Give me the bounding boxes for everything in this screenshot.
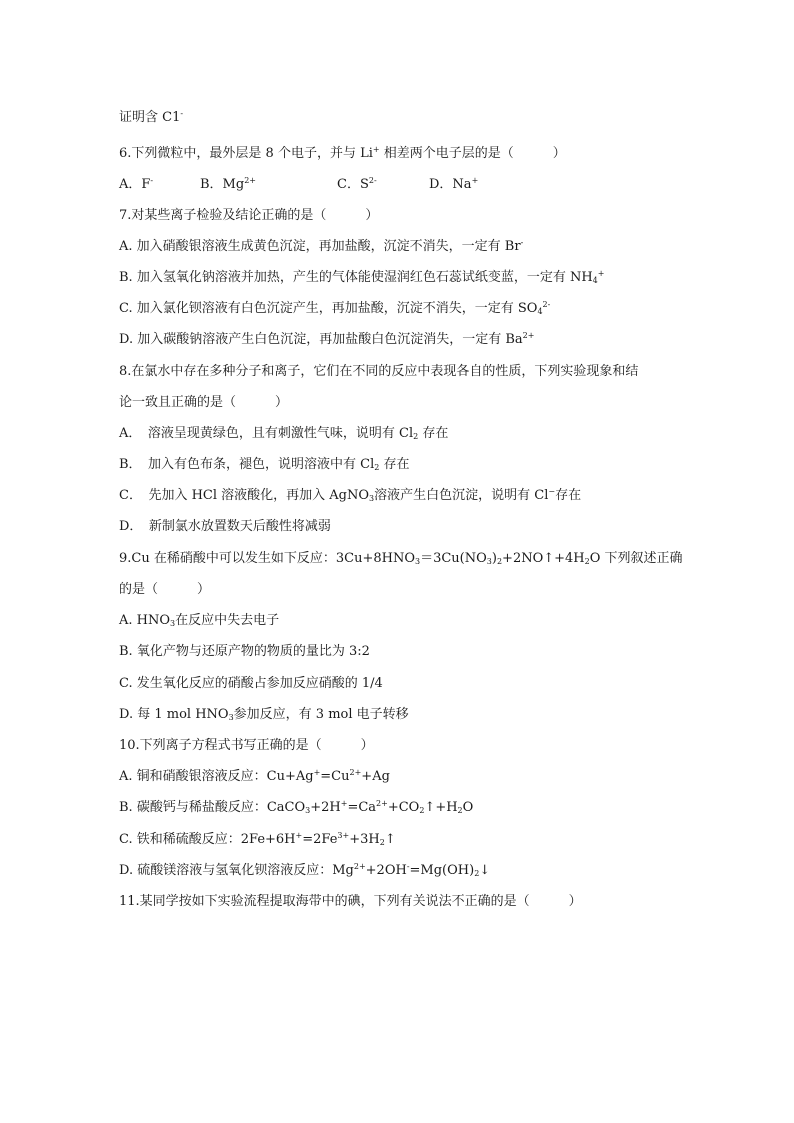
header-line: [119, 109, 183, 127]
question-10-option-d: D. 硫酸镁溶液与氢氧化钡溶液反应：$Mg^{2+}+2OH^-=Mg(OH)_2↓$: [119, 862, 491, 878]
question-10-stem: 10.下列离子方程式书写正确的是（ ）: [119, 738, 374, 753]
question-10-option-c: C. 铁和稀硫酸反应：$2Fe+6H^+=2Fe^{3+}+3H_2↑$: [119, 831, 396, 847]
question-9-option-d: D. 每 1 mol $HNO_3$参加反应，有 3 mol 电子转移: [119, 707, 409, 722]
question-7-option-b: B. 加入氢氧化钠溶液并加热，产生的气体能使湿润红色石蕊试纸变蓝，一定有 $NH_4^+$: [119, 269, 605, 285]
option-c: C．$S^{2-}$: [337, 176, 377, 192]
question-10-option-a: A. 铜和硝酸银溶液反应：$Cu+Ag^+=Cu^{2+}+Ag$: [119, 768, 390, 784]
question-7-option-d: D. 加入碳酸钠溶液产生白色沉淀，再加盐酸白色沉淀消失，一定有 $Ba^{2+}$: [119, 331, 535, 347]
stem-text: 6.下列微粒中，最外层是 8 个电子，并与 Li: [119, 146, 373, 161]
header-text: 证明含 C1: [119, 110, 181, 125]
option-a: A．F-: [119, 176, 154, 192]
question-8-stem-line2: 论一致且正确的是（ ）: [119, 395, 289, 410]
question-6-stem: [119, 145, 566, 163]
question-8-option-c: C． 先加入 HCl 溶液酸化，再加入 AgNO$_3$溶液产生白色沉淀，说明有 Cl−存在: [119, 487, 582, 503]
stem-text: 相差两个电子层的是（ ）: [379, 146, 566, 161]
question-9-option-a: A. $HNO_3$在反应中失去电子: [119, 613, 280, 628]
option-d: D．Na+: [429, 176, 479, 192]
question-9-option-b: B. 氧化产物与还原产物的物质的量比为 3:2: [119, 644, 370, 659]
superscript: +: [372, 145, 380, 154]
question-8-stem-line1: 8.在氯水中存在多种分子和离子，它们在不同的反应中表现各自的性质，下列实验现象和结: [119, 364, 639, 379]
question-9-option-c: C. 发生氧化反应的硝酸占参加反应硝酸的 1/4: [119, 676, 383, 691]
question-8-option-a: A． 溶液呈现黄绿色，且有刺激性气味，说明有 $Cl_2$ 存在: [119, 426, 449, 441]
question-11-stem: 11.某同学按如下实验流程提取海带中的碘，下列有关说法不正确的是（ ）: [119, 894, 582, 909]
question-10-option-b: B. 碳酸钙与稀盐酸反应：$CaCO_3+2H^+=Ca^{2+}+CO_2↑+H_2O$: [119, 799, 474, 815]
question-8-option-b: B． 加入有色布条，褪色，说明溶液中有 $Cl_2$ 存在: [119, 457, 410, 472]
question-7-stem: 7.对某些离子检验及结论正确的是（ ）: [119, 208, 379, 223]
question-9-stem-line1: 9.Cu 在稀硝酸中可以发生如下反应：$3Cu+8HNO_3=3Cu(NO_3)_2+2NO↑+4H_2O$ 下列叙述正确: [119, 551, 683, 566]
question-9-stem-line2: 的是（ ）: [119, 582, 211, 597]
question-8-option-d: D． 新制氯水放置数天后酸性将减弱: [119, 519, 331, 534]
question-6-options: [119, 176, 478, 194]
question-7-option-a: A. 加入硝酸银溶液生成黄色沉淀，再加盐酸，沉淀不消失，一定有 Br-: [119, 238, 524, 254]
option-b: B．$Mg^{2+}$: [200, 176, 256, 192]
question-7-option-c: C. 加入氯化钡溶液有白色沉淀产生，再加盐酸，沉淀不消失，一定有 $SO_4^{2-}$: [119, 300, 551, 316]
superscript: -: [180, 109, 184, 118]
